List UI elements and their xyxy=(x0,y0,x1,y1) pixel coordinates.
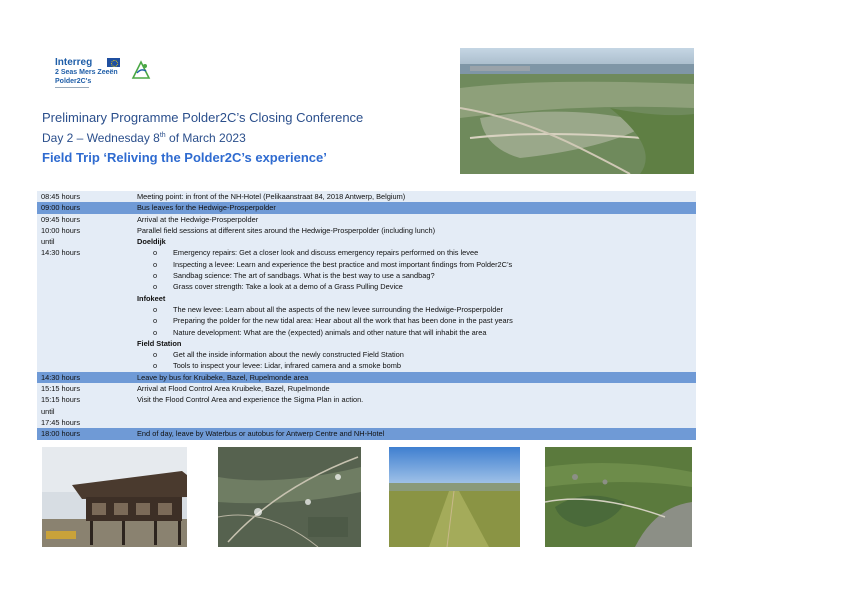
time-end: 17:45 hours xyxy=(41,417,81,427)
time-cell xyxy=(37,225,137,372)
time-until: until xyxy=(41,237,55,247)
table-row xyxy=(37,191,696,202)
list-item xyxy=(137,304,696,315)
bullet-icon: o xyxy=(153,350,158,360)
group-title-infokeet: Infokeet xyxy=(137,293,166,303)
description-cell: Leave by bus for Kruibeke, Bazel, Rupelmonde area xyxy=(137,372,309,382)
list-item-text: Tools to inspect your levee: Lidar, infrared camera and a smoke bomb xyxy=(173,361,401,371)
list-item-text: The new levee: Learn about all the aspects of the new levee surrounding the Hedwige-Prosperpolder xyxy=(173,304,503,314)
description-cell: End of day, leave by Waterbus or autobus for Antwerp Centre and NH-Hotel xyxy=(137,429,385,439)
description-cell xyxy=(137,225,696,372)
day-line xyxy=(42,131,246,145)
polder2c-mark-icon xyxy=(130,59,152,81)
day-prefix: Day 2 – Wednesday 8 xyxy=(42,131,160,145)
description-cell: Visit the Flood Control Area and experience the Sigma Plan in action. xyxy=(137,395,364,405)
bullet-icon: o xyxy=(153,327,158,337)
list-item xyxy=(137,327,696,338)
page-subtitle: Field Trip ‘Reliving the Polder2C’s experience’ xyxy=(42,150,327,165)
group-title-field-station: Field Station xyxy=(137,338,182,348)
day-suffix: of March 2023 xyxy=(165,131,246,145)
list-item-text: Grass cover strength: Take a look at a demo of a Grass Pulling Device xyxy=(173,282,403,292)
list-item-text: Nature development: What are the (expected) animals and other nature that will inhabit the area xyxy=(173,327,487,337)
list-item xyxy=(137,349,696,360)
logo-project-text: Polder2C's xyxy=(55,78,92,85)
table-row-highlight xyxy=(37,202,696,213)
bullet-icon: o xyxy=(153,248,158,258)
page-title: Preliminary Programme Polder2C’s Closing Conference xyxy=(42,110,364,125)
time-cell: 08:45 hours xyxy=(41,192,81,201)
time-cell: 09:00 hours xyxy=(41,203,81,213)
list-item xyxy=(137,259,696,270)
description-cell: Meeting point: in front of the NH-Hotel (Pelikaanstraat 84, 2018 Antwerp, Belgium) xyxy=(137,192,406,201)
eu-flag-icon xyxy=(107,58,120,67)
bullet-icon: o xyxy=(153,259,158,269)
flood-control-area-photo xyxy=(545,447,692,547)
field-station-photo xyxy=(42,447,187,547)
time-start: 15:15 hours xyxy=(41,395,81,405)
table-row-highlight xyxy=(37,372,696,383)
list-item xyxy=(137,270,696,281)
time-end: 14:30 hours xyxy=(41,248,81,258)
list-item-text: Emergency repairs: Get a closer look and discuss emergency repairs performed on this levee xyxy=(173,248,479,258)
bullet-icon: o xyxy=(153,282,158,292)
table-row-field-sessions xyxy=(37,225,696,372)
time-until: until xyxy=(41,406,55,416)
time-cell: 15:15 hours xyxy=(41,384,81,394)
table-row-highlight xyxy=(37,428,696,439)
logo-divider xyxy=(55,87,89,88)
logo-interreg-text: Interreg xyxy=(55,57,93,68)
logo-program-text: 2 Seas Mers Zeeën xyxy=(55,69,118,76)
description-cell: Arrival at the Hedwige-Prosperpolder xyxy=(137,214,259,224)
list-item xyxy=(137,281,696,292)
table-row xyxy=(37,214,696,225)
time-cell xyxy=(37,394,137,428)
levee-photo xyxy=(389,447,520,547)
bullet-icon: o xyxy=(153,271,158,281)
list-item-text: Preparing the polder for the new tidal area: Hear about all the work that has been done in the past years xyxy=(173,316,513,326)
list-item-text: Sandbag science: The art of sandbags. What is the best way to use a sandbag? xyxy=(173,271,435,281)
schedule-table xyxy=(37,191,696,440)
group-title-doeldijk: Doeldijk xyxy=(137,237,166,247)
description-cell: Arrival at Flood Control Area Kruibeke, Bazel, Rupelmonde xyxy=(137,384,330,394)
time-cell: 14:30 hours xyxy=(41,372,81,382)
site-map-photo xyxy=(218,447,361,547)
interreg-logo xyxy=(55,57,155,93)
day-suffix-sup: th xyxy=(159,132,166,139)
list-item xyxy=(137,315,696,326)
bullet-icon: o xyxy=(153,361,158,371)
time-cell: 18:00 hours xyxy=(41,429,81,439)
sessions-intro: Parallel field sessions at different sites around the Hedwige-Prosperpolder (including lunch) xyxy=(137,225,436,235)
description-cell: Bus leaves for the Hedwige-Prosperpolder xyxy=(137,203,276,213)
bullet-icon: o xyxy=(153,316,158,326)
list-item-text: Get all the inside information about the newly constructed Field Station xyxy=(173,350,404,360)
table-row xyxy=(37,394,696,428)
time-cell: 09:45 hours xyxy=(41,214,81,224)
aerial-polder-photo xyxy=(460,48,694,174)
table-row xyxy=(37,383,696,394)
bullet-icon: o xyxy=(153,304,158,314)
list-item-text: Inspecting a levee: Learn and experience the best practice and most important findings from Polder2C’s xyxy=(173,259,513,269)
list-item xyxy=(137,247,696,258)
list-item xyxy=(137,360,696,371)
time-start: 10:00 hours xyxy=(41,225,81,235)
